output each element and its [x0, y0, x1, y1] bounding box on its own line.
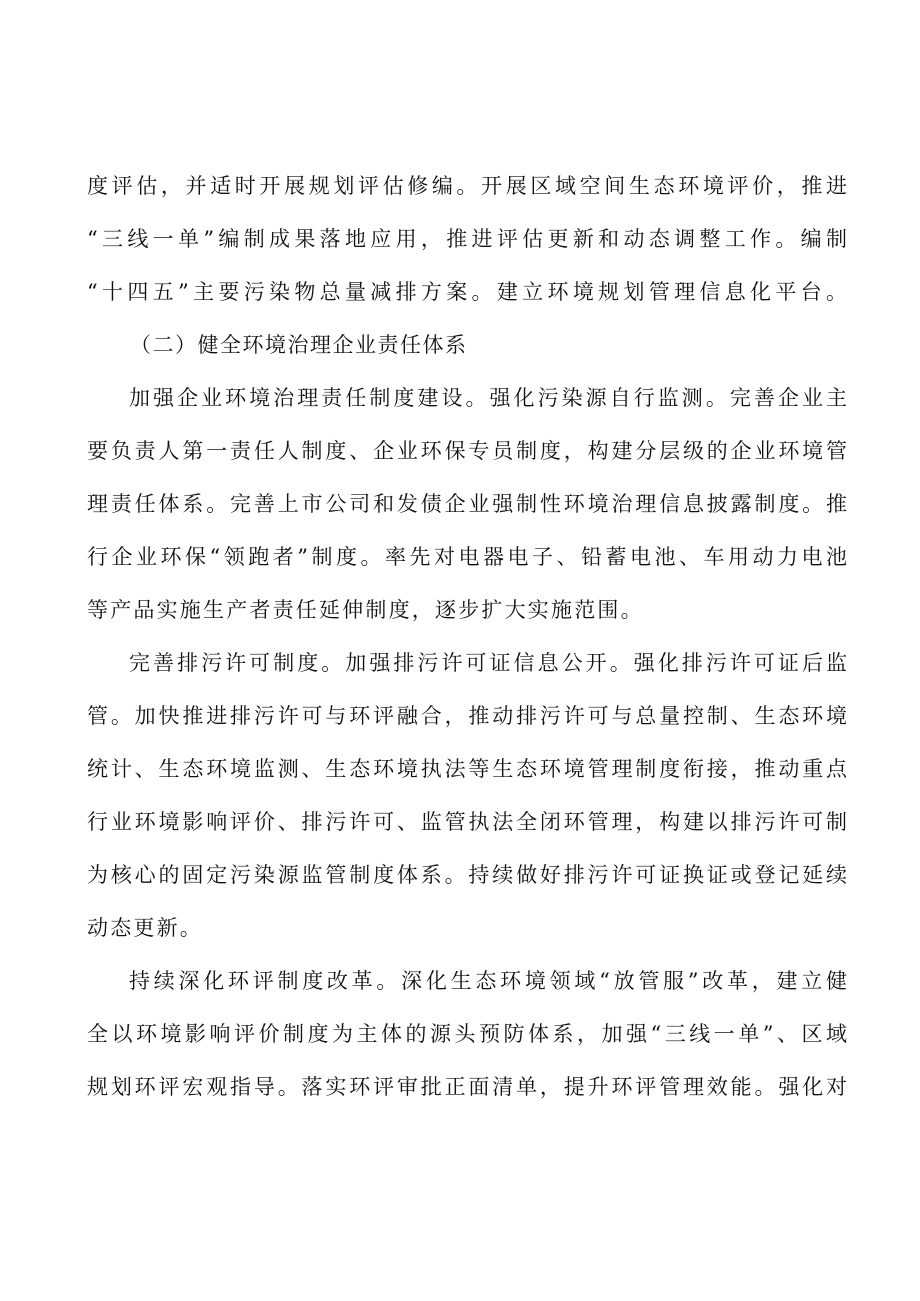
- paragraph-line: 等产品实施生产者责任延伸制度，逐步扩大实施范围。: [87, 598, 644, 622]
- paragraph-line: 管。加快推进排污许可与环评融合，推动排污许可与总量控制、生态环境: [87, 704, 847, 728]
- paragraph-line: 为核心的固定污染源监管制度体系。持续做好排污许可证换证或登记延续: [87, 863, 847, 887]
- paragraph-line: 统计、生态环境监测、生态环境执法等生态环境管理制度衔接，推动重点: [87, 757, 847, 781]
- paragraph-line: 要负责人第一责任人制度、企业环保专员制度，构建分层级的企业环境管: [87, 439, 847, 463]
- paragraph-line: 行业环境影响评价、排污许可、监管执法全闭环管理，构建以排污许可制: [87, 810, 847, 834]
- paragraph-line: 全以环境影响评价制度为主体的源头预防体系，加强“三线一单”、区域: [87, 1022, 847, 1046]
- paragraph-line: 度评估，并适时开展规划评估修编。开展区域空间生态环境评价，推进: [87, 174, 847, 198]
- paragraph-line: 理责任体系。完善上市公司和发债企业强制性环境治理信息披露制度。推: [87, 492, 847, 516]
- paragraph-line: “十四五”主要污染物总量减排方案。建立环境规划管理信息化平台。: [87, 280, 847, 304]
- paragraph-line: 规划环评宏观指导。落实环评审批正面清单，提升环评管理效能。强化对: [87, 1075, 847, 1099]
- paragraph-line: 持续深化环评制度改革。深化生态环境领域“放管服”改革，建立健: [129, 969, 847, 993]
- paragraph-line: 行企业环保“领跑者”制度。率先对电器电子、铅蓄电池、车用动力电池: [87, 545, 847, 569]
- paragraph-line: 动态更新。: [87, 916, 203, 940]
- paragraph-line: “三线一单”编制成果落地应用，推进评估更新和动态调整工作。编制: [87, 227, 847, 251]
- paragraph-line: 完善排污许可制度。加强排污许可证信息公开。强化排污许可证后监: [129, 651, 847, 675]
- paragraph-line: 加强企业环境治理责任制度建设。强化污染源自行监测。完善企业主: [129, 386, 847, 410]
- section-heading: （二）健全环境治理企业责任体系: [130, 333, 468, 357]
